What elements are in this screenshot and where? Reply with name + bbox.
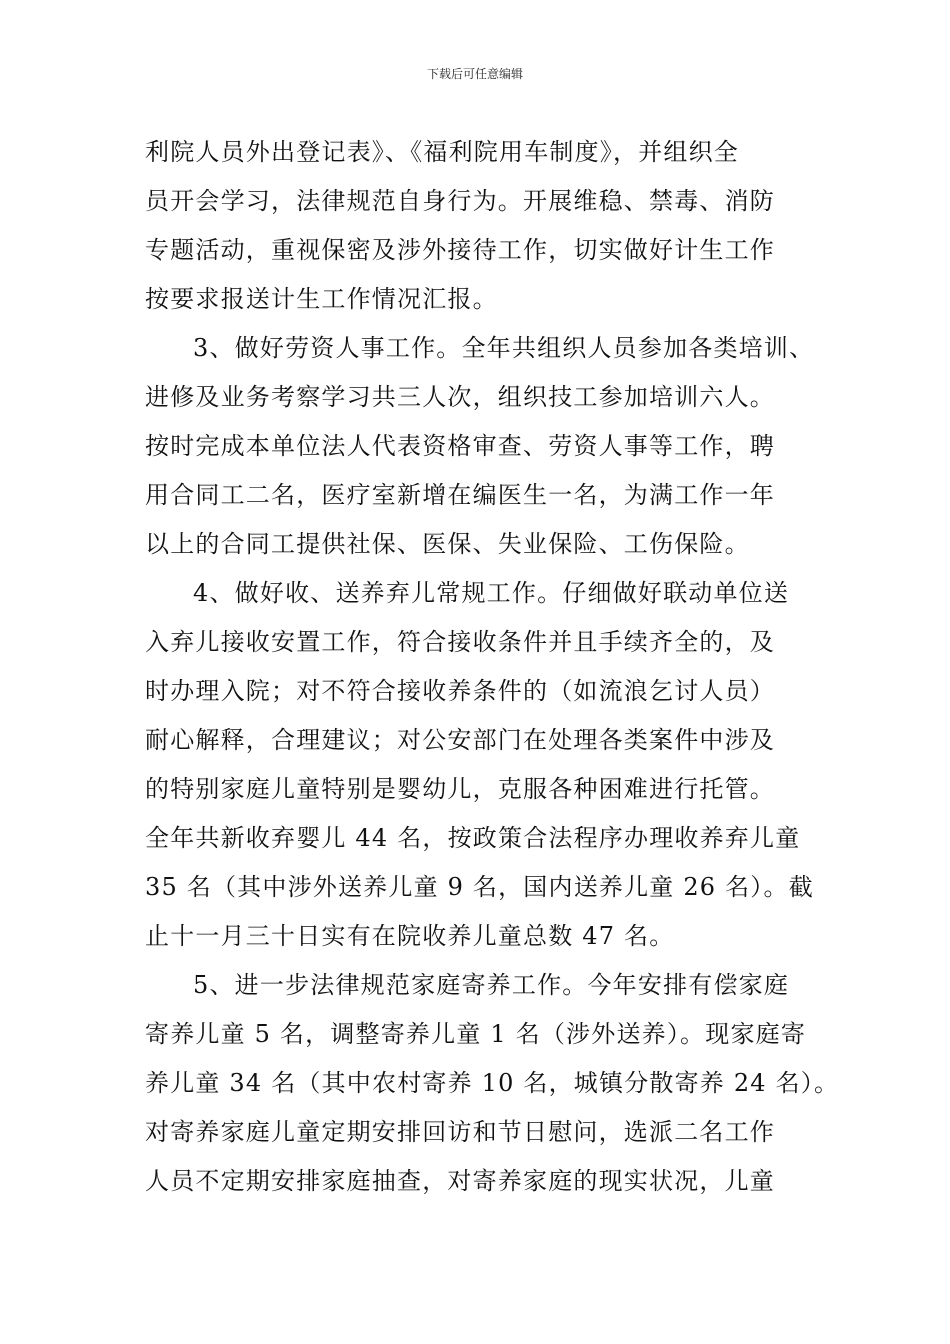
- text-line: 进修及业务考察学习共三人次，组织技工参加培训六人。: [145, 383, 775, 411]
- text-line: 用合同工二名，医疗室新增在编医生一名，为满工作一年: [145, 481, 775, 509]
- paragraph-4-first-line: 4、做好收、送养弃儿常规工作。仔细做好联动单位送: [193, 579, 790, 607]
- text-line: 人员不定期安排家庭抽查，对寄养家庭的现实状况，儿童: [145, 1167, 775, 1195]
- text-line: 全年共新收弃婴儿 44 名，按政策合法程序办理收养弃儿童: [145, 824, 801, 852]
- text-line: 的特别家庭儿童特别是婴幼儿，克服各种困难进行托管。: [145, 775, 775, 803]
- text-line: 以上的合同工提供社保、医保、失业保险、工伤保险。: [145, 530, 750, 558]
- text-line: 止十一月三十日实有在院收养儿童总数 47 名。: [145, 922, 675, 950]
- text-line: 寄养儿童 5 名，调整寄养儿童 1 名（涉外送养）。现家庭寄: [145, 1020, 807, 1048]
- paragraph-5-first-line: 5、进一步法律规范家庭寄养工作。今年安排有偿家庭: [193, 971, 790, 999]
- page-header: 下载后可任意编辑: [426, 67, 523, 81]
- text-line: 入弃儿接收安置工作，符合接收条件并且手续齐全的，及: [145, 628, 775, 656]
- text-line: 对寄养家庭儿童定期安排回访和节日慰问，选派二名工作: [145, 1118, 775, 1146]
- text-line: 耐心解释，合理建议；对公安部门在处理各类案件中涉及: [145, 726, 775, 754]
- text-line: 利院人员外出登记表》、《福利院用车制度》，并组织全: [145, 138, 739, 166]
- text-line: 员开会学习，法律规范自身行为。开展维稳、禁毒、消防: [145, 187, 775, 215]
- paragraph-3-first-line: 3、做好劳资人事工作。全年共组织人员参加各类培训、: [193, 334, 815, 362]
- body-text: [145, 128, 840, 1206]
- text-line: 时办理入院；对不符合接收养条件的（如流浪乞讨人员）: [145, 677, 775, 705]
- text-line: 养儿童 34 名（其中农村寄养 10 名，城镇分散寄养 24 名）。: [145, 1069, 840, 1097]
- text-line: 按时完成本单位法人代表资格审查、劳资人事等工作，聘: [145, 432, 775, 460]
- text-line: 专题活动，重视保密及涉外接待工作，切实做好计生工作: [145, 236, 775, 264]
- text-line: 35 名（其中涉外送养儿童 9 名，国内送养儿童 26 名）。截: [145, 873, 814, 901]
- text-line: 按要求报送计生工作情况汇报。: [145, 285, 498, 313]
